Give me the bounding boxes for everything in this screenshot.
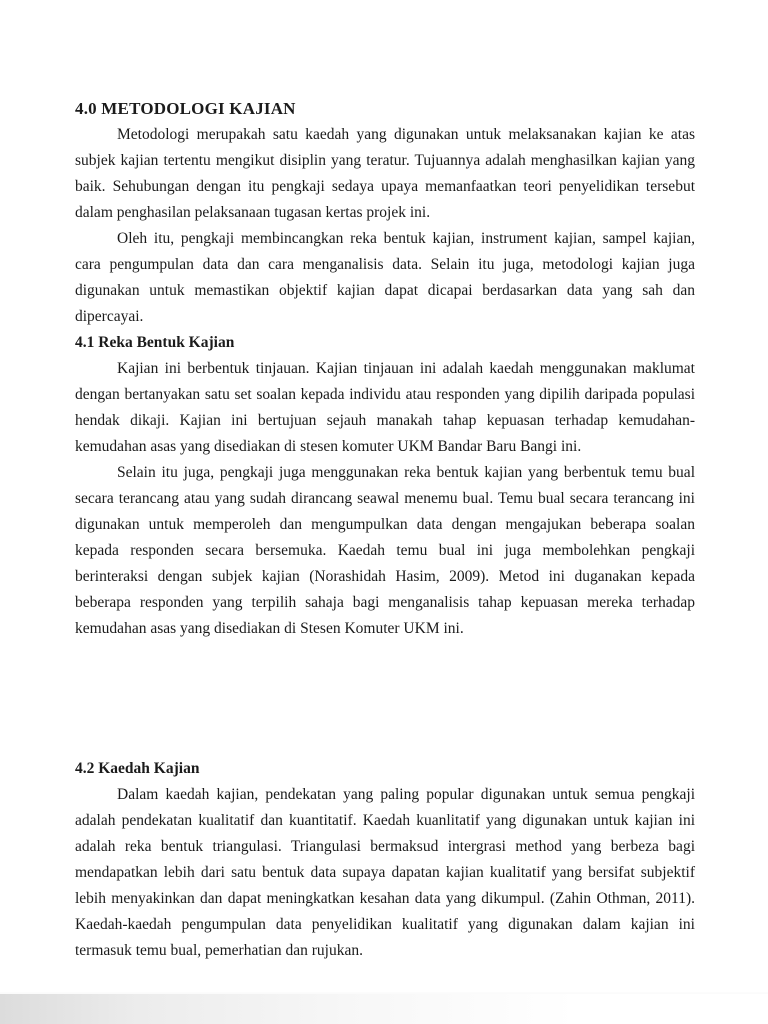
section-heading-metodologi-kajian: 4.0 METODOLOGI KAJIAN [75, 99, 296, 118]
paragraph-reka-bentuk-2: Selain itu juga, pengkaji juga menggunakan reka bentuk kajian yang berbentuk temu bual secara terancang atau yang sudah dirancang seawal menemu bual. Temu bual secara terancang ini digunakan untuk memperoleh dan mengumpulkan data dengan mengajukan beberapa soalan kepada responden secara bersemuka. Kaedah temu bual ini juga membolehkan pengkaji berinteraksi dengan subjek kajian (Norashidah Hasim, 2009). Metod ini duganakan kepada beberapa responden yang terpilih sahaja bagi menganalisis tahap kepuasan mereka terhadap kemudahan asas yang disediakan di Stesen Komuter UKM ini. [75, 464, 695, 637]
section-heading-reka-bentuk-kajian: 4.1 Reka Bentuk Kajian [75, 334, 235, 351]
paragraph-kaedah-kajian-1: Dalam kaedah kajian, pendekatan yang paling popular digunakan untuk semua pengkaji adalah pendekatan kualitatif dan kuantitatif. Kaedah kuanlitatif yang digunakan untuk kajian ini adalah reka bentuk triangulasi. Triangulasi bermaksud intergrasi method yang berbeza bagi mendapatkan lebih dari satu bentuk data supaya dapatan kajian kualitatif yang bersifat subjektif lebih menyakinkan dan dapat meningkatkan kesahan data yang dikumpul. (Zahin Othman, 2011). Kaedah-kaedah pengumpulan data penyelidikan kualitatif yang digunakan dalam kajian ini termasuk temu bual, pemerhatian dan rujukan. [75, 786, 695, 959]
paragraph-metodologi-1: Metodologi merupakah satu kaedah yang digunakan untuk melaksanakan kajian ke atas subjek kajian tertentu mengikut disiplin yang teratur. Tujuannya adalah menghasilkan kajian yang baik. Sehubungan dengan itu pengkaji sedaya upaya memanfaatkan teori penyelidikan tersebut dalam penghasilan pelaksanaan tugasan kertas projek ini. [75, 126, 695, 221]
paragraph-metodologi-2: Oleh itu, pengkaji membincangkan reka bentuk kajian, instrument kajian, sampel kajian, cara pengumpulan data dan cara menganalisis data. Selain itu juga, metodologi kajian juga digunakan untuk memastikan objektif kajian dapat dicapai berdasarkan data yang sah dan dipercayai. [75, 230, 695, 325]
section-heading-kaedah-kajian: 4.2 Kaedah Kajian [75, 760, 200, 777]
paragraph-reka-bentuk-1: Kajian ini berbentuk tinjauan. Kajian tinjauan ini adalah kaedah menggunakan maklumat dengan bertanyakan satu set soalan kepada individu atau responden yang dipilih daripada populasi hendak dikaji. Kajian ini bertujuan sejauh manakah tahap kepuasan terhadap kemudahan-kemudahan asas yang disediakan di stesen komuter UKM Bandar Baru Bangi ini. [75, 360, 695, 455]
page-bottom-shade [0, 994, 768, 1024]
